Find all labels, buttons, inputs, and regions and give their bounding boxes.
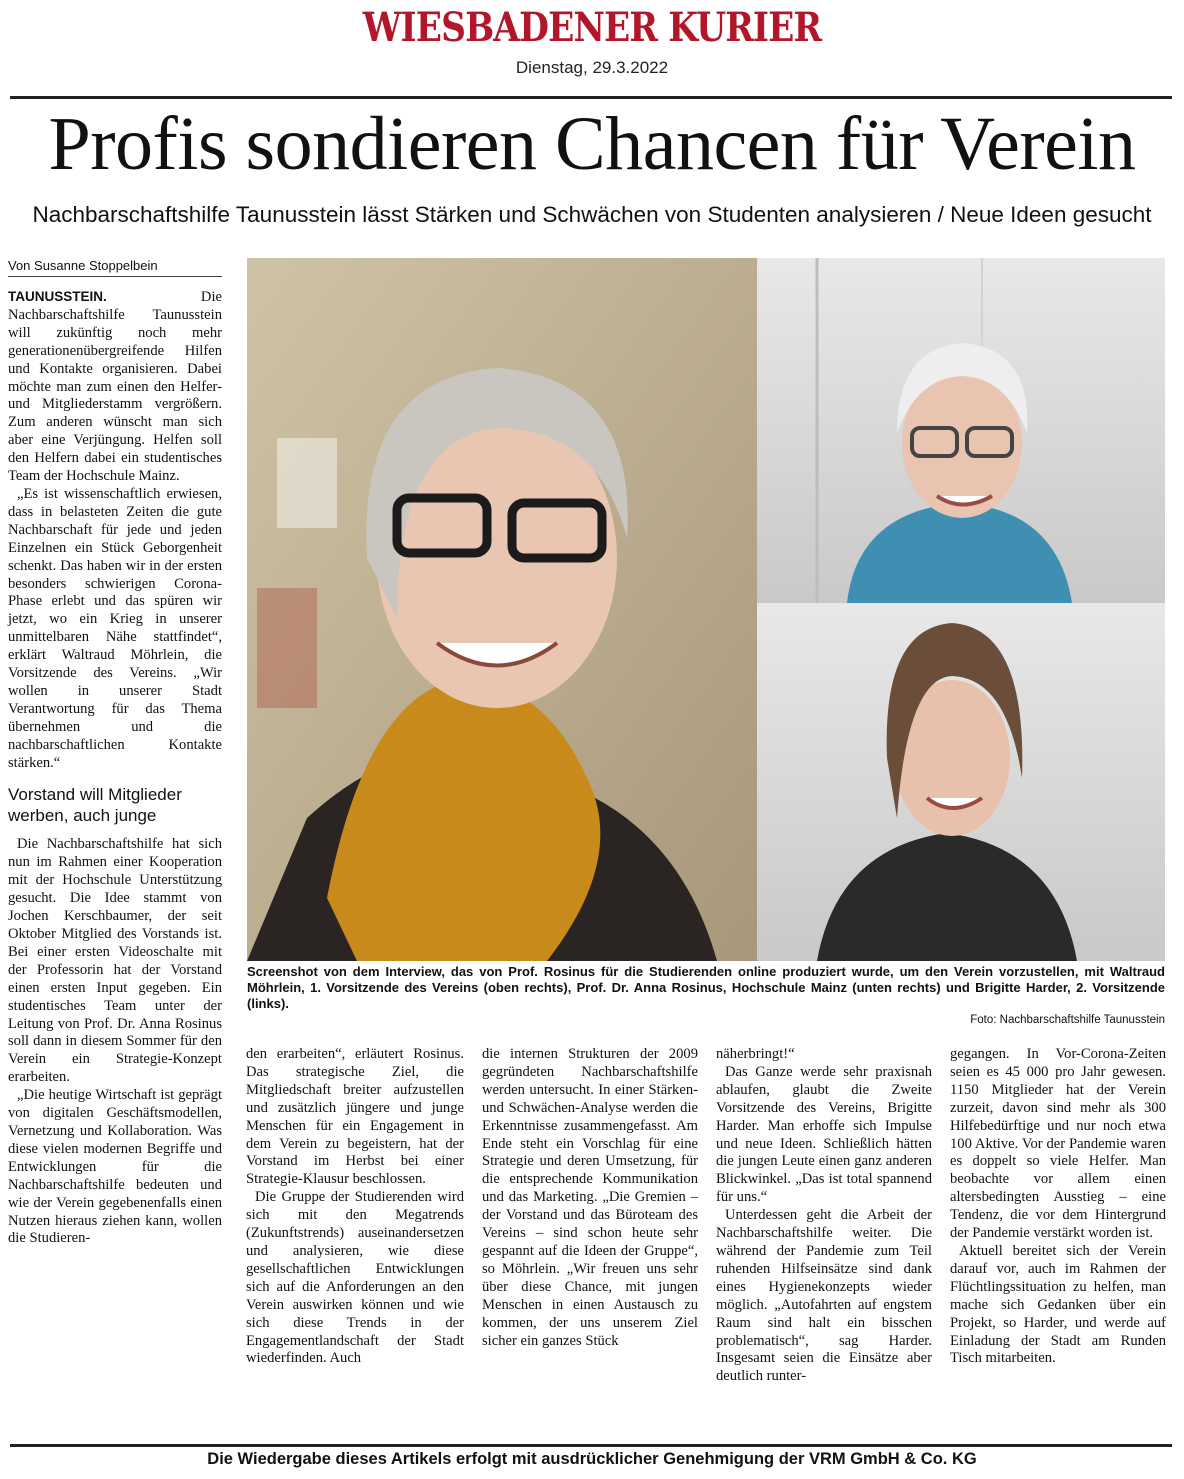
dateline: TAUNUSSTEIN. xyxy=(8,289,107,304)
paragraph: Das Ganze werde sehr praxisnah ablaufen, glaubt die Zweite Vorsitzende des Vereins, Brigitte Harder. Man erhoffe sich Impulse und neue Ideen. Schließlich hätten die jungen Leute einen ganz anderen Blickwinkel. „Das ist total spannend für uns.“ xyxy=(716,1063,932,1206)
paragraph: Aktuell bereitet sich der Verein darauf vor, auch im Rahmen der Flüchtlingssituation zu helfen, man mache sich Gedanken über ein Projekt, so Harder, und werde auf Einladung der Stadt am Runden Tisch mitarbeiten. xyxy=(950,1242,1166,1367)
paragraph: „Die heutige Wirtschaft ist geprägt von digitalen Geschäftsmodellen, Vernetzung und Kollaboration. Was diese vielen modernen Begriffe und Entwicklungen für die Nachbarschaftshilfe bedeuten und wie der Verein gegebenenfalls einen Nutzen hieraus ziehen kann, wollen die Studieren- xyxy=(8,1087,222,1247)
article-column-4 xyxy=(716,1046,932,1386)
byline-rule xyxy=(8,276,222,277)
paragraph: Unterdessen geht die Arbeit der Nachbarschaftshilfe weiter. Die während der Pandemie zum Teil ruhenden Hilfseinsätze sind dank eines Hygienekonzepts wieder möglich. „Autofahrten auf engstem Raum sind halt ein bisschen problematisch“, sag Harder. Insgesamt seien die Einsätze aber deutlich runter- xyxy=(716,1207,932,1385)
paragraph: TAUNUSSTEIN. Die Nachbarschaftshilfe Taunusstein will zukünftig noch mehr generationenübergreifende Hilfen und Kontakte organisieren. Dabei möchte man zum einen den Helfer- und Mitgliederstamm vergrößern. Zum anderen wünscht man sich aber eine Verjüngung. Helfen soll den Helfern dabei ein studentisches Team der Hochschule Mainz. xyxy=(8,289,222,485)
article-column-3 xyxy=(482,1046,698,1350)
paragraph: gegangen. In Vor-Corona-Zeiten seien es 45 000 pro Jahr gewesen. 1150 Mitglieder hat der Verein zurzeit, davon sind mehr als 300 Hilfebedürftige und nur noch etwa 100 Aktive. Vor der Pandemie waren es doppelt so viele Helfer. Man beobachte vor allem einen altersbedingten Ausstieg – eine Tendenz, die vor dem Hintergrund der Pandemie verstärkt worden ist. xyxy=(950,1046,1166,1242)
publication-date: Dienstag, 29.3.2022 xyxy=(515,58,669,77)
byline: Von Susanne Stoppelbein xyxy=(8,258,158,273)
article-column-5 xyxy=(950,1046,1166,1368)
top-rule xyxy=(10,96,1172,99)
copyright-footer: Die Wiedergabe dieses Artikels erfolgt mit ausdrücklicher Genehmigung der VRM GmbH & Co. KG xyxy=(207,1450,977,1468)
paragraph: die internen Strukturen der 2009 gegründeten Nachbarschaftshilfe werden untersucht. In einer Stärken- und Schwächen-Analyse werden die Erkenntnisse zusammengefasst. Am Ende steht ein Vorschlag für eine Strategie und deren Umsetzung, für die entsprechende Kommunikation und das Marketing. „Die Gremien – der Vorstand und das Büroteam des Vereins – sind schon heute sehr gespannt auf die Ideen der Gruppe“, so Möhrlein. „Wir freuen uns sehr über diese Chance, mit jungen Menschen in einen Austausch zu kommen, der uns unserem Ziel sicher ein ganzes Stück xyxy=(482,1046,698,1349)
paragraph: „Es ist wissenschaftlich erwiesen, dass in belasteten Zeiten die gute Nachbarschaft für jede und jeden Einzelnen ein Stück Geborgenheit schenkt. Das haben wir in der ersten besonders schwierigen Corona-Phase erlebt und das spüren wir jetzt, wo ein Krieg in unserer unmittelbaren Nähe stattfindet“, erklärt Waltraud Möhrlein, die Vorsitzende des Vereins. „Wir wollen in unserer Stadt Verantwortung für das Thema übernehmen und die nachbarschaftlichen Kontakte stärken.“ xyxy=(8,485,222,771)
article-column-1 xyxy=(8,288,222,1248)
section-subheading: Vorstand will Mitglieder werben, auch junge xyxy=(8,785,182,826)
article-photo xyxy=(247,258,1165,961)
paragraph: Die Gruppe der Studierenden wird sich mit den Megatrends (Zukunftstrends) auseinandersetzen und analysieren, wie diese gesellschaftlichen Entwicklungen sich auf die Anforderungen an den Verein auswirken können und wie sich diese Trends in der Engagementlandschaft der Stadt wiederfinden. Auch xyxy=(246,1189,464,1367)
bottom-rule xyxy=(10,1444,1172,1447)
subheadline: Nachbarschaftshilfe Taunusstein lässt Stärken und Schwächen von Studenten analysieren / Neue Ideen gesucht xyxy=(32,202,1152,227)
headline: Profis sondieren Chancen für Verein xyxy=(48,102,1136,186)
photo-credit: Foto: Nachbarschaftshilfe Taunusstein xyxy=(970,1014,1165,1026)
masthead: WIESBADENER KURIER xyxy=(362,4,822,51)
video-call-screenshot xyxy=(247,258,1165,961)
paragraph: Die Nachbarschaftshilfe hat sich nun im Rahmen einer Kooperation mit der Hochschule Unterstützung gesucht. Die Idee stammt von Jochen Kerschbaumer, der seit Oktober Mitglied des Vorstands ist. Bei einer ersten Videoschalte mit der Professorin hat der Vorstand einen ersten Input gegeben. Ein studentisches Team unter der Leitung von Prof. Dr. Anna Rosinus soll dann in diesem Sommer für den Verein ein Strategie-Konzept erarbeiten. xyxy=(8,836,222,1086)
article-column-2 xyxy=(246,1046,464,1368)
photo-caption: Screenshot von dem Interview, das von Prof. Rosinus für die Studierenden online produziert wurde, um den Verein vorzustellen, mit Waltraud Möhrlein, 1. Vorsitzende des Vereins (oben rechts), Prof. Dr. Anna Rosinus, Hochschule Mainz (unten rechts) und Brigitte Harder, 2. Vorsitzende (links). xyxy=(247,964,1165,1011)
paragraph: näherbringt!“ xyxy=(716,1046,795,1062)
paragraph: den erarbeiten“, erläutert Rosinus. Das strategische Ziel, die Mitgliedschaft breiter aufzustellen und zusätzlich jüngere und junge Menschen für ein Engagement in dem Verein zu begeistern, hat der Vorstand im Herbst bei einer Strategie-Klausur beschlossen. xyxy=(246,1046,464,1188)
